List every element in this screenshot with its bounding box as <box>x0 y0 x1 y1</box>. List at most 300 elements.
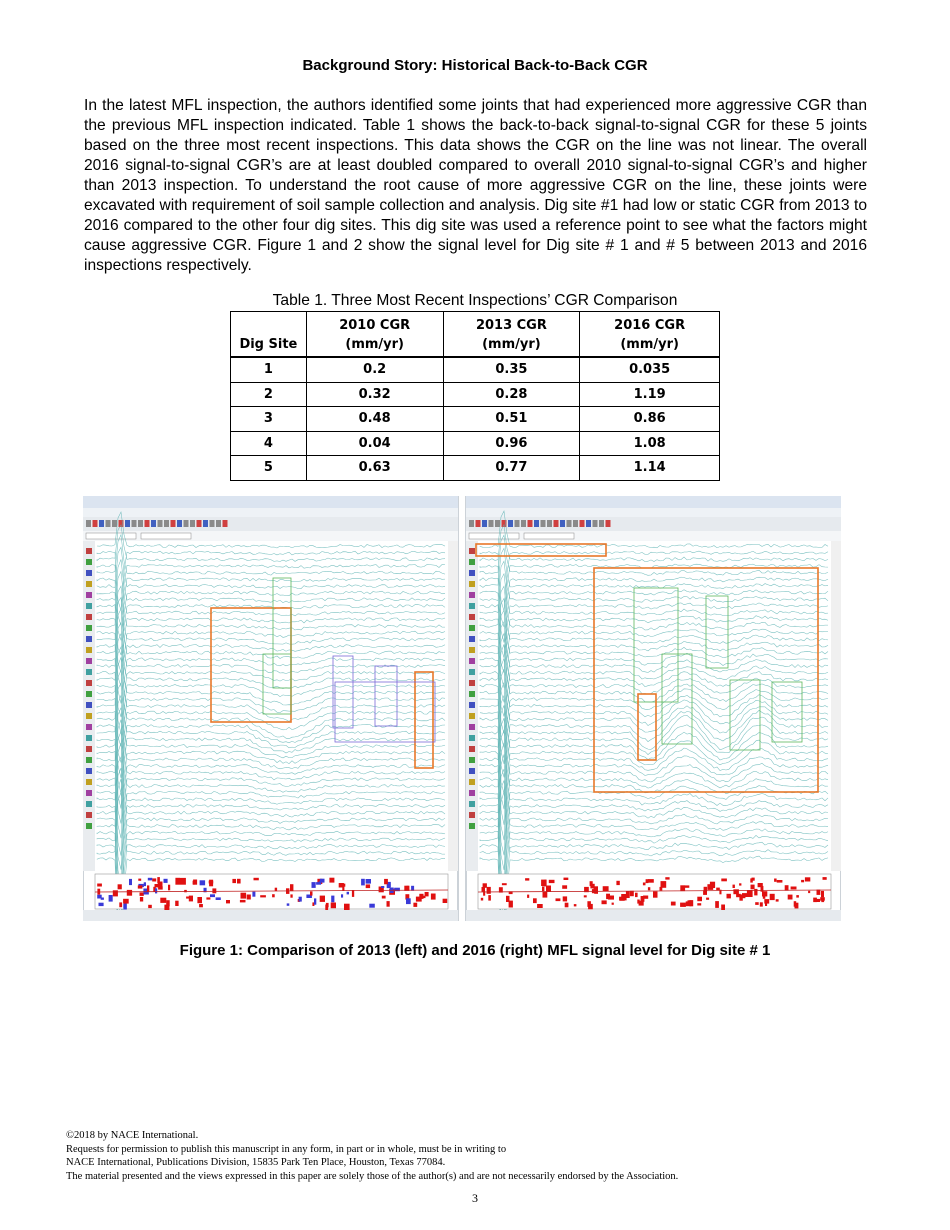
overview-marker <box>750 878 753 882</box>
table-cell: 1.08 <box>580 431 720 456</box>
toolbar-icon <box>580 520 585 527</box>
toolbar-icon <box>495 520 500 527</box>
side-tool-icon <box>469 636 475 642</box>
overview-marker <box>747 890 753 897</box>
side-tool-icon <box>469 713 475 719</box>
overview-marker <box>155 888 157 893</box>
side-tool-icon <box>86 625 92 631</box>
section-heading: Background Story: Historical Back-to-Back CGR <box>302 57 648 74</box>
side-tool-icon <box>86 801 92 807</box>
overview-marker <box>381 886 384 888</box>
overview-marker <box>481 898 483 901</box>
overview-marker <box>226 900 230 903</box>
overview-marker <box>788 895 793 900</box>
side-tool-icon <box>86 823 92 829</box>
overview-marker <box>164 905 169 911</box>
overview-marker <box>127 890 132 896</box>
side-tool-icon <box>469 779 475 785</box>
overview-marker <box>574 904 577 906</box>
overview-marker <box>310 891 313 895</box>
overview-marker <box>175 878 180 885</box>
overview-marker <box>706 898 709 900</box>
overview-marker <box>431 894 436 900</box>
overview-marker <box>621 894 626 900</box>
overview-marker <box>325 905 328 911</box>
overview-marker <box>643 883 646 886</box>
overview-marker <box>384 879 388 884</box>
overview-marker <box>697 903 701 905</box>
toolbar-icon <box>567 520 572 527</box>
toolbar-icon <box>184 520 189 527</box>
side-tool-icon <box>469 570 475 576</box>
overview-marker <box>542 886 544 891</box>
overview-marker <box>740 894 746 898</box>
side-tool-icon <box>469 702 475 708</box>
toolbar-icon <box>197 520 202 527</box>
overview-marker <box>791 887 797 890</box>
overview-marker <box>160 898 166 903</box>
overview-marker <box>805 877 810 881</box>
side-tool-icon <box>86 614 92 620</box>
side-tool-icon <box>86 548 92 554</box>
overview-marker <box>232 879 236 883</box>
overview-marker <box>626 891 630 898</box>
toolbar-icon <box>573 520 578 527</box>
filter-field <box>524 533 574 539</box>
table-cell: 2 <box>231 382 307 407</box>
overview-marker <box>637 900 639 904</box>
overview-marker <box>101 898 104 900</box>
overview-marker <box>537 904 543 908</box>
body-paragraph: In the latest MFL inspection, the authors identified some joints that had experienced more aggressive CGR than the previous MFL inspection indicated. Table 1 shows the back-to-back signal-to-signal CGR for these 5 joints based on the three most recent inspections. This data shows the CGR on the line was not linear. The overall 2016 signal-to-signal CGR’s are at least doubled compared to overall 2010 signal-to-signal CGR’s and higher than 2013 inspection. To understand the root cause of more aggressive CGR on the line, these joints were excavated with requirement of soil sample collection and analysis. Dig site #1 had low or static CGR from 2013 to 2016 compared to the other four dig sites. This dig site was used a reference point to see what the factors might cause aggressive CGR. Figure 1 and 2 show the signal level for Dig site # 1 and # 5 between 2013 and 2016 inspections respectively. <box>84 97 867 274</box>
overview-marker <box>483 883 487 888</box>
overview-marker <box>721 879 727 882</box>
footer-line: Requests for permission to publish this manuscript in any form, in part or in whole, must be in writing to <box>66 1143 507 1155</box>
toolbar-icon <box>216 520 221 527</box>
overview-marker <box>502 883 507 885</box>
overview-marker <box>113 890 118 896</box>
overview-marker <box>823 877 827 880</box>
overview-marker <box>140 893 144 896</box>
side-tool-icon <box>86 680 92 686</box>
toolbar-icon <box>145 520 150 527</box>
overview-marker <box>97 884 102 887</box>
overview-marker <box>144 882 146 886</box>
overview-marker <box>821 898 824 902</box>
overview-marker <box>544 880 546 887</box>
menu-bar <box>83 508 458 517</box>
overview-marker <box>525 878 529 880</box>
overview-marker <box>443 899 448 903</box>
overview-marker <box>123 899 129 904</box>
overview-marker <box>158 882 163 888</box>
overview-marker <box>488 895 491 901</box>
overview-marker <box>796 895 799 898</box>
overview-marker <box>801 880 804 882</box>
overview-marker <box>565 903 569 908</box>
overview-marker <box>704 887 708 891</box>
side-tool-icon <box>469 647 475 653</box>
overview-marker <box>562 885 567 889</box>
table-cell: 0.96 <box>443 431 580 456</box>
toolbar-icon <box>521 520 526 527</box>
overview-marker <box>685 885 689 887</box>
table-row <box>231 431 720 456</box>
overview-marker <box>648 887 650 890</box>
toolbar-icon <box>210 520 215 527</box>
side-tool-icon <box>469 581 475 587</box>
scrollbar <box>448 541 458 871</box>
toolbar-icon <box>151 520 156 527</box>
footer-line: NACE International, Publications Division, 15835 Park Ten Place, Houston, Texas 77084. <box>66 1157 446 1168</box>
overview-marker <box>210 894 215 897</box>
side-tool-icon <box>86 636 92 642</box>
toolbar-icon <box>177 520 182 527</box>
table-cell: 0.63 <box>306 456 443 481</box>
header-dig-site: Dig Site <box>231 312 307 358</box>
overview-marker <box>755 902 759 905</box>
overview-marker <box>546 886 551 892</box>
overview-marker <box>665 877 669 879</box>
overview-marker <box>653 892 658 898</box>
side-tool-icon <box>86 713 92 719</box>
overview-marker <box>369 904 375 908</box>
side-tool-icon <box>86 757 92 763</box>
toolbar-icon <box>528 520 533 527</box>
table-header-row <box>231 312 720 358</box>
overview-marker <box>616 881 619 885</box>
side-tool-icon <box>469 559 475 565</box>
table-cell: 0.35 <box>443 357 580 382</box>
toolbar-icon <box>106 520 111 527</box>
table-cell: 1 <box>231 357 307 382</box>
toolbar-icon <box>599 520 604 527</box>
overview-marker <box>760 902 763 906</box>
overview-marker <box>563 896 567 901</box>
window-titlebar <box>83 496 458 508</box>
overview-marker <box>727 894 731 899</box>
overview-marker <box>175 901 178 906</box>
overview-marker <box>406 898 411 904</box>
overview-marker <box>200 880 206 885</box>
overview-marker <box>290 894 292 897</box>
overview-marker <box>413 903 417 907</box>
overview-marker <box>635 893 638 897</box>
overview-marker <box>312 882 316 888</box>
overview-marker <box>138 885 143 888</box>
overview-marker <box>148 878 153 881</box>
toolbar-icon <box>515 520 520 527</box>
side-tool-icon <box>469 592 475 598</box>
range-field <box>469 533 519 539</box>
toolbar-icon <box>508 520 513 527</box>
side-tool-icon <box>86 724 92 730</box>
overview-marker <box>716 888 720 891</box>
toolbar-icon <box>112 520 117 527</box>
overview-marker <box>506 896 510 902</box>
address-strip <box>466 531 841 541</box>
overview-marker <box>715 901 719 908</box>
copyright-footer <box>66 1129 906 1183</box>
toolbar-icon <box>138 520 143 527</box>
side-tool-icon <box>469 625 475 631</box>
overview-marker <box>765 902 767 906</box>
overview-marker <box>556 898 561 901</box>
table-cell: 0.04 <box>306 431 443 456</box>
toolbar-icon <box>158 520 163 527</box>
header-2013-cgr: 2013 CGR (mm/yr) <box>443 312 580 358</box>
overview-marker <box>671 902 676 906</box>
page-number: 3 <box>472 1191 478 1205</box>
table-caption: Table 1. Three Most Recent Inspections’ CGR Comparison <box>272 292 678 309</box>
toolbar-icon <box>489 520 494 527</box>
overview-marker <box>821 891 824 897</box>
figure-mfl-signal-comparison <box>83 496 841 921</box>
overview-marker <box>144 892 149 894</box>
table-cell: 0.035 <box>580 357 720 382</box>
overview-marker <box>564 878 569 880</box>
overview-marker <box>331 903 336 909</box>
side-tool-icon <box>469 757 475 763</box>
side-tool-icon <box>469 658 475 664</box>
table-cell: 0.77 <box>443 456 580 481</box>
overview-marker <box>366 879 371 884</box>
overview-marker <box>387 901 390 907</box>
side-tool-icon <box>86 669 92 675</box>
overview-marker <box>138 879 141 881</box>
toolbar-icon <box>547 520 552 527</box>
overview-marker <box>206 897 210 899</box>
side-tool-icon <box>86 746 92 752</box>
side-tool-icon <box>469 801 475 807</box>
overview-marker <box>646 879 649 883</box>
overview-marker <box>290 884 293 891</box>
table-cell: 4 <box>231 431 307 456</box>
overview-marker <box>320 896 325 902</box>
overview-marker <box>329 878 334 883</box>
side-tool-icon <box>469 746 475 752</box>
header-2016-cgr: 2016 CGR (mm/yr) <box>580 312 720 358</box>
overview-marker <box>721 905 725 911</box>
table-row <box>231 407 720 432</box>
side-tool-icon <box>469 691 475 697</box>
toolbar-icon <box>86 520 91 527</box>
overview-marker <box>606 894 610 899</box>
overview-marker <box>688 900 692 904</box>
overview-marker <box>186 897 190 899</box>
overview-marker <box>152 878 156 881</box>
table-cell: 0.48 <box>306 407 443 432</box>
window-titlebar <box>466 496 841 508</box>
table-cell: 1.14 <box>580 456 720 481</box>
table-row <box>231 456 720 481</box>
overview-marker <box>751 885 755 890</box>
footer-line: ©2018 by NACE International. <box>66 1130 199 1141</box>
table-row <box>231 382 720 407</box>
toolbar-icon <box>586 520 591 527</box>
overview-marker <box>774 879 777 882</box>
toolbar-icon <box>190 520 195 527</box>
overview-marker <box>588 904 593 909</box>
overview-marker <box>240 900 246 903</box>
toolbar-icon <box>554 520 559 527</box>
table-cell: 0.86 <box>580 407 720 432</box>
overview-marker <box>758 883 763 887</box>
overview-marker <box>382 896 386 899</box>
overview-marker <box>331 896 334 903</box>
overview-marker <box>241 893 247 899</box>
overview-marker <box>99 903 104 906</box>
toolbar-icon <box>534 520 539 527</box>
overview-marker <box>612 903 614 905</box>
overview-marker <box>314 898 316 904</box>
overview-marker <box>680 885 685 891</box>
side-tool-icon <box>86 581 92 587</box>
overview-marker <box>602 900 607 904</box>
side-tool-icon <box>469 680 475 686</box>
overview-marker <box>776 899 779 901</box>
toolbar-icon <box>99 520 104 527</box>
overview-marker <box>109 895 113 902</box>
side-tool-icon <box>86 779 92 785</box>
overview-marker <box>347 892 349 895</box>
overview-marker <box>603 886 609 891</box>
side-tool-icon <box>86 592 92 598</box>
overview-marker <box>549 880 555 883</box>
address-strip <box>83 531 458 541</box>
overview-marker <box>164 879 168 883</box>
status-bar <box>83 910 458 921</box>
side-tool-icon <box>469 669 475 675</box>
overview-marker <box>648 879 654 883</box>
side-tool-icon <box>86 603 92 609</box>
figure-graphic <box>83 496 841 921</box>
side-tool-icon <box>469 790 475 796</box>
overview-marker <box>129 879 132 885</box>
overview-marker <box>287 903 290 905</box>
side-tool-icon <box>86 812 92 818</box>
side-tool-icon <box>469 614 475 620</box>
figure-caption: Figure 1: Comparison of 2013 (left) and 2016 (right) MFL signal level for Dig site # 1 <box>179 942 771 959</box>
overview-marker <box>118 884 122 889</box>
overview-marker <box>147 885 149 892</box>
status-bar <box>466 910 841 921</box>
overview-marker <box>140 897 143 902</box>
header-2010-cgr: 2010 CGR (mm/yr) <box>306 312 443 358</box>
overview-marker <box>197 897 202 903</box>
side-tool-icon <box>86 790 92 796</box>
overview-marker <box>543 892 548 898</box>
overview-marker <box>419 894 423 899</box>
toolbar-icon <box>171 520 176 527</box>
table-cell: 0.51 <box>443 407 580 432</box>
toolbar-icon <box>541 520 546 527</box>
table-row <box>231 357 720 382</box>
side-tool-icon <box>469 735 475 741</box>
overview-marker <box>342 886 344 892</box>
overview-marker <box>148 905 152 908</box>
toolbar-icon <box>125 520 130 527</box>
toolbar-icon <box>223 520 228 527</box>
overview-marker <box>697 897 702 902</box>
side-tool-icon <box>469 603 475 609</box>
overview-marker <box>680 903 686 907</box>
overview-marker <box>643 896 648 899</box>
overview-marker <box>254 878 259 881</box>
range-field <box>86 533 136 539</box>
table-cell: 0.28 <box>443 382 580 407</box>
side-tool-icon <box>86 735 92 741</box>
toolbar-icon <box>476 520 481 527</box>
overview-marker <box>247 895 251 900</box>
overview-marker <box>754 889 757 896</box>
overview-marker <box>341 894 343 897</box>
toolbar-icon <box>482 520 487 527</box>
overview-marker <box>299 897 302 902</box>
overview-marker <box>733 885 735 888</box>
overview-marker <box>237 879 241 884</box>
overview-marker <box>584 895 587 897</box>
filter-field <box>141 533 191 539</box>
table-cell: 0.32 <box>306 382 443 407</box>
overview-marker <box>272 894 275 897</box>
toolbar-icon <box>203 520 208 527</box>
toolbar-icon <box>93 520 98 527</box>
side-tool-icon <box>469 724 475 730</box>
overview-marker <box>770 894 775 900</box>
overview-marker <box>794 901 797 907</box>
side-tool-icon <box>469 812 475 818</box>
overview-marker <box>487 887 491 894</box>
toolbar-icon <box>132 520 137 527</box>
overview-marker <box>252 892 255 897</box>
overview-marker <box>212 888 216 893</box>
overview-marker <box>352 890 354 897</box>
overview-marker <box>808 891 810 893</box>
side-tool-icon <box>86 647 92 653</box>
side-tool-icon <box>469 548 475 554</box>
side-tool-icon <box>86 559 92 565</box>
side-tool-icon <box>86 658 92 664</box>
toolbar-icon <box>560 520 565 527</box>
side-tool-icon <box>86 768 92 774</box>
overview-marker <box>710 882 715 888</box>
overview-marker <box>124 903 127 910</box>
side-tool-icon <box>86 691 92 697</box>
overview-marker <box>739 883 741 885</box>
overview-marker <box>733 889 739 894</box>
cgr-table <box>230 311 720 481</box>
table-cell: 5 <box>231 456 307 481</box>
footer-line: The material presented and the views expressed in this paper are solely those of the author(s) and are not necessarily endorsed by the Association. <box>66 1170 679 1182</box>
overview-marker <box>387 882 390 887</box>
overview-marker <box>344 904 350 911</box>
overview-marker <box>630 891 634 896</box>
panel-2016-right <box>466 496 841 921</box>
overview-marker <box>199 904 203 907</box>
panel-2013-left <box>83 496 458 921</box>
toolbar-icon <box>593 520 598 527</box>
overview-marker <box>119 902 122 907</box>
overview-marker <box>209 881 214 884</box>
overview-marker <box>661 881 667 888</box>
table-cell: 1.19 <box>580 382 720 407</box>
overview-marker <box>180 878 186 885</box>
overview-marker <box>193 880 197 885</box>
overview-marker <box>320 879 325 883</box>
scrollbar <box>831 541 841 871</box>
side-tool-icon <box>469 768 475 774</box>
